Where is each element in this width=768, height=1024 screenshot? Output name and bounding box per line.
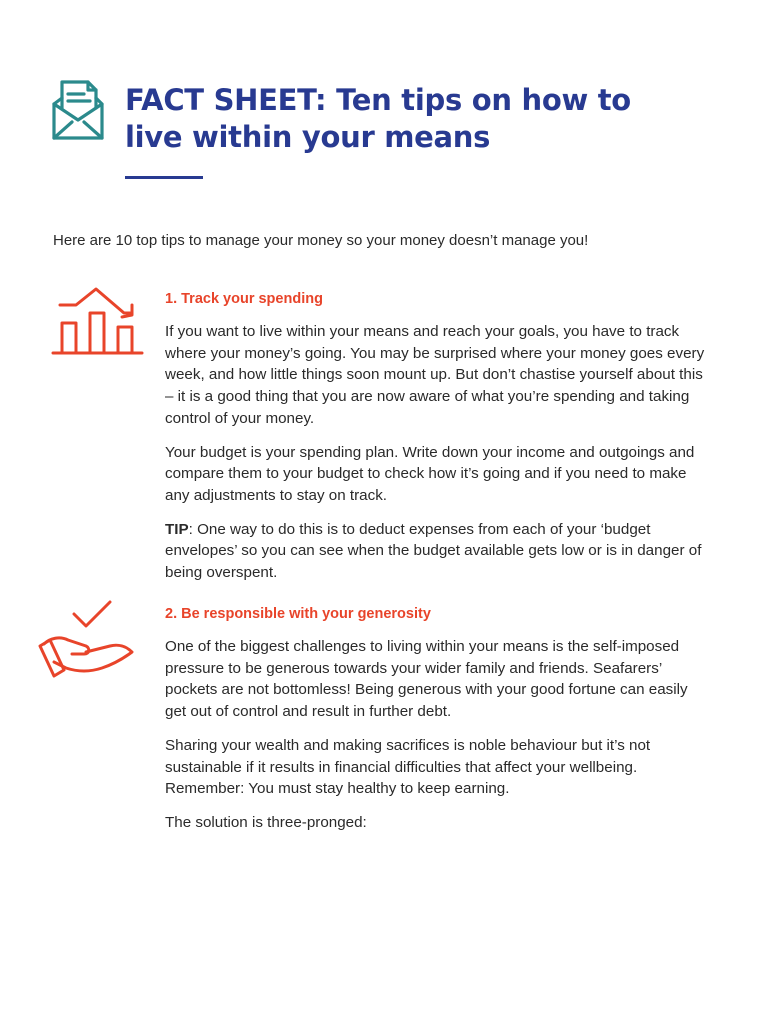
section-heading: 1. Track your spending (165, 291, 323, 307)
section-paragraph: One of the biggest challenges to living within your means is the self-imposed pressure to be generous towards your wider family and friends. Seafarers’ pockets are not bottomless! Being generous with your good fortune can easily get out of control and result in further debt. (165, 638, 688, 721)
tip-paragraph (165, 519, 705, 584)
tip-text: : One way to do this is to deduct expenses from each of your ‘budget envelopes’ so you can see when the budget available gets low or is in danger of being overspent. (165, 520, 702, 582)
title-line-2: live within your means (125, 120, 491, 154)
title-underline (125, 176, 203, 179)
section-paragraph: Sharing your wealth and making sacrifices is noble behaviour but it’s not sustainable if it results in financial difficulties that affect your wellbeing. Remember: You must stay healthy to keep earning. (165, 736, 651, 798)
section-paragraph: If you want to live within your means and reach your goals, you have to track where your money’s going. You may be surprised where your money goes every week, and how little things soon mount up. But don’t chastise yourself about this – it is a good thing that you are now aware of what you’re spending and taking control of your money. (165, 323, 705, 427)
section-paragraph: Your budget is your spending plan. Write down your income and outgoings and compare them to your budget to check how it’s going and if you need to make any adjustments to stay on track. (165, 443, 695, 504)
title-line-1: FACT SHEET: Ten tips on how to (125, 83, 631, 117)
intro-text: Here are 10 top tips to manage your money so your money doesn’t manage you! (53, 232, 589, 249)
section-generosity (165, 605, 705, 846)
declining-bar-chart-icon (50, 285, 146, 357)
hand-checkmark-icon (38, 600, 138, 680)
section-track-spending (165, 290, 705, 596)
page-title (125, 82, 725, 156)
tip-label: TIP (165, 520, 189, 538)
mail-document-icon (50, 78, 106, 144)
section-heading: 2. Be responsible with your generosity (165, 606, 431, 622)
section-paragraph: The solution is three-pronged: (165, 813, 367, 831)
